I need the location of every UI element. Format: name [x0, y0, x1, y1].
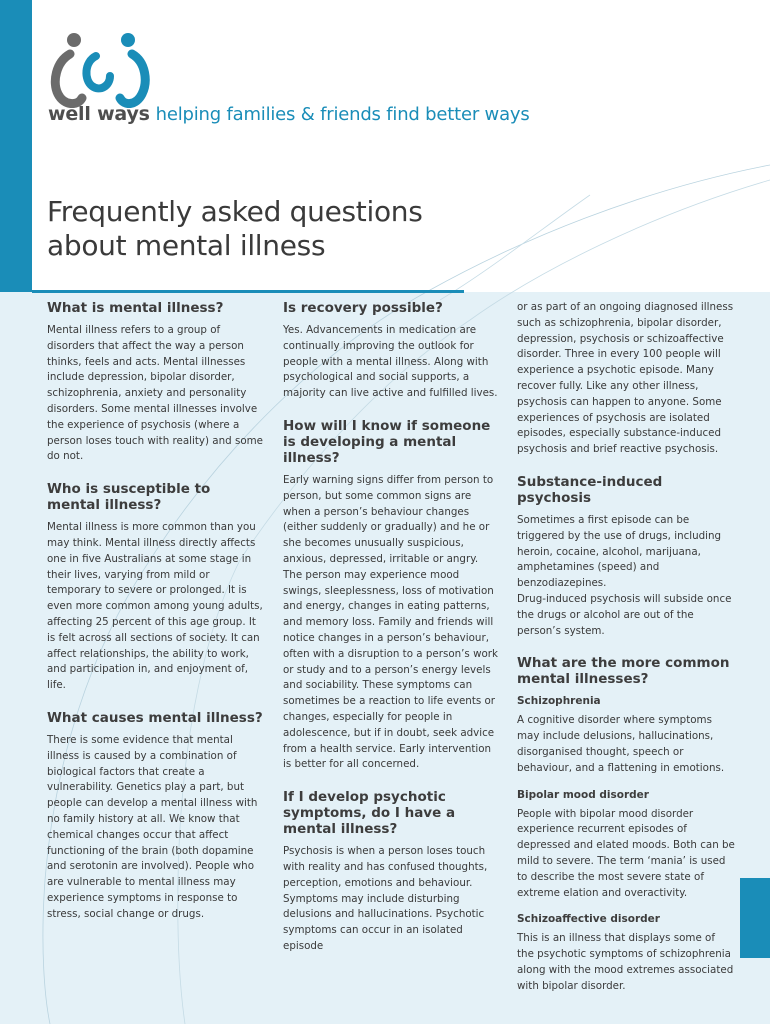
brand-line [48, 103, 530, 125]
section-body: Mental illness is more common than you may think. Mental illness directly affects one in five Australians at some stage in their lives, varying from mild or temporary to severe or prolonged. It is even more common among young adults, affecting 25 percent of this age group. It is felt across all sections of society. It can affect relationships, the ability to work, and participation in, and enjoyment of, life. [47, 521, 263, 692]
title-divider [32, 290, 464, 293]
section-heading: Is recovery possible? [283, 300, 443, 316]
illness-description: A cognitive disorder where symptoms may include delusions, hallucinations, disorganised thought, speech or behaviour, and a flattening in emotions. [517, 714, 725, 774]
illness-term: Schizophrenia [517, 695, 601, 708]
illness-term: Bipolar mood disorder [517, 788, 649, 801]
section-body: Yes. Advancements in medication are continually improving the outlook for people with a mental illness. Along with psychological and social supports, a majority can live active and fulfilled lives. [283, 324, 498, 400]
side-accent-tab [740, 878, 770, 958]
section-body: There is some evidence that mental illness is caused by a combination of biological factors that create a vulnerability. Genetics play a part, but people can develop a mental illness with no family history at all. We know that chemical changes occur that affect functioning of the brain (both dopamine and serotonin are involved). People who are vulnerable to mental illness may experience symptoms in response to stress, social change or drugs. [47, 733, 258, 920]
column-3 [517, 300, 735, 1006]
section-heading: What is mental illness? [47, 300, 224, 316]
column-2 [283, 300, 499, 971]
section-body-continued: or as part of an ongoing diagnosed illness such as schizophrenia, bipolar disorder, depression, psychosis or schizoaffective disorder. Three in every 100 people will experience a psychotic episode. Many recover fully. Like any other illness, psychosis can happen to anyone. Some experiences of psychosis are isolated episodes, especially substance-induced psychosis and brief reactive psychosis. [517, 301, 734, 456]
illness-description: People with bipolar mood disorder experience recurrent episodes of depressed and elated moods. Both can be mild to severe. The term ‘mania’ is used to describe the most severe state of extreme elation and overactivity. [517, 807, 735, 899]
section-body: Mental illness refers to a group of disorders that affect the way a person thinks, feels and acts. Mental illnesses include depression, bipolar disorder, schizophrenia, anxiety and personality disorders. Some mental illnesses involve the experience of psychosis (where a person loses touch with reality) and some do not. [47, 324, 263, 463]
brand-name: well ways [48, 103, 150, 125]
page-title [47, 195, 507, 263]
header-accent-bar [0, 0, 32, 292]
section-heading: Substance-induced psychosis [517, 473, 663, 506]
section-heading: What causes mental illness? [47, 709, 263, 726]
page-title-line1: Frequently asked questions [47, 195, 423, 228]
column-1 [47, 300, 263, 939]
section-heading: If I develop psychotic symptoms, do I have a mental illness? [283, 789, 456, 838]
section-body: Early warning signs differ from person to person, but some common signs are when a person’s behaviour changes (either suddenly or gradually) and he or she becomes unusually suspicious, anxious, depressed, irritable or angry. The person may experience mood swings, sleeplessness, loss of motivation and energy, changes in eating patterns, and memory loss. Family and friends will notice changes in a person’s behaviour, often with a disruption to a person’s work or study and to a person’s energy levels and sociability. These symptoms can sometimes be a reaction to life events or changes, especially for people in adolescence, but if in doubt, seek advice from a health service. Early intervention is better for all concerned. [283, 473, 498, 771]
illness-description: This is an illness that displays some of the psychotic symptoms of schizophrenia along with the mood extremes associated with bipolar disorder. [517, 932, 734, 992]
brand-tagline: helping families & friends find better ways [155, 104, 530, 125]
section-body: Sometimes a first episode can be triggered by the use of drugs, including heroin, cocaine, alcohol, marijuana, amphetamines (speed) and benzodiazepines. [517, 513, 722, 590]
wellways-figures-logo [48, 32, 158, 108]
section-body: Drug-induced psychosis will subside once the drugs or alcohol are out of the person’s system. [517, 592, 732, 637]
section-heading: Who is susceptible to mental illness? [47, 481, 211, 514]
section-body: Psychosis is when a person loses touch with reality and has confused thoughts, perception, emotions and behaviour. Symptoms may include disturbing delusions and hallucinations. Psychotic symptoms can occur in an isolated episode [283, 845, 488, 952]
page-title-line2: about mental illness [47, 229, 326, 262]
illness-term: Schizoaffective disorder [517, 913, 660, 926]
section-heading: How will I know if someone is developing a mental illness? [283, 417, 491, 466]
section-heading: What are the more common mental illnesses? [517, 655, 730, 688]
